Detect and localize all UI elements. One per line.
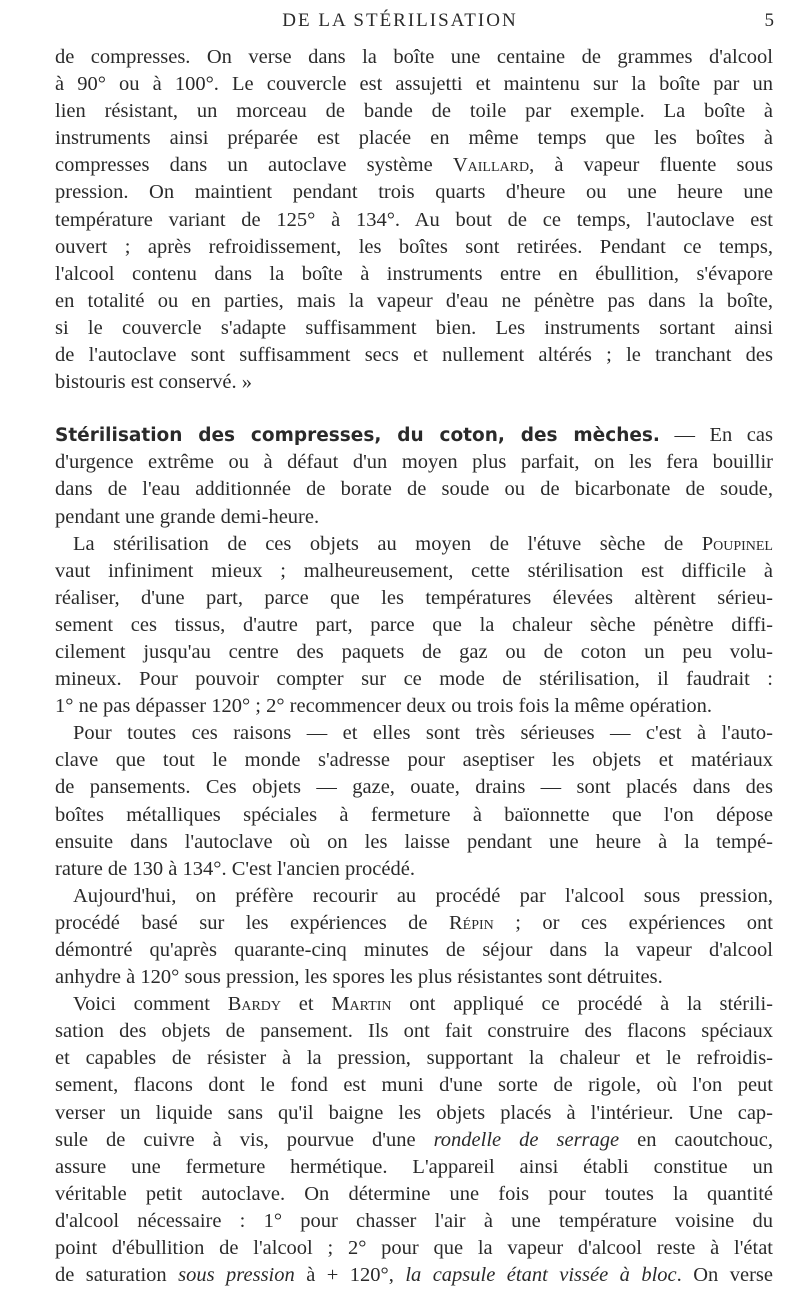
text-line: boîtes métalliques spéciales à fermeture à baïonnette que l'on dépose: [55, 803, 773, 826]
text-line: verser un liquide sans qu'il baigne les objets placés à l'intérieur. Une cap-: [55, 1101, 773, 1124]
text-line: de pansements. Ces objets — gaze, ouate, drains — sont placés dans des: [55, 776, 773, 799]
text-line: sation des objets de pansement. Ils ont fait construire des flacons spéciaux: [55, 1020, 773, 1043]
text-line: sement, flacons dont le fond est muni d'une sorte de rigole, où l'on peut: [55, 1074, 773, 1097]
text-line: démontré qu'après quarante-cinq minutes de séjour dans la vapeur d'alcool: [55, 939, 773, 961]
text-line: sement ces tissus, d'autre part, parce que la chaleur sèche pénètre diffi-: [55, 613, 773, 636]
text-line: rature de 130 à 134°. C'est l'ancien procédé.: [55, 857, 415, 880]
text-line: procédé basé sur les expériences de Répin ; or ces expériences ont: [55, 911, 773, 934]
text-line: pression. On maintient pendant trois quarts d'heure ou une heure une: [55, 181, 773, 204]
italic-term: rondelle de serrage: [433, 1128, 620, 1151]
text-line: lien résistant, un morceau de bande de toile par exemple. La boîte à: [55, 100, 773, 123]
text-line: Pour toutes ces raisons — et elles sont très sérieuses — c'est à l'auto-: [73, 722, 773, 745]
text-line: véritable petit autoclave. On détermine une fois pour toutes la quantité: [55, 1182, 773, 1205]
section-heading-line: Stérilisation des compresses, du coton, des mèches. — En cas: [55, 424, 773, 447]
text-line: d'urgence extrême ou à défaut d'un moyen plus parfait, on les fera bouillir: [55, 451, 773, 474]
author-name: Répin: [449, 911, 494, 934]
body-text: [55, 44, 773, 1289]
text-line: instruments ainsi préparée est placée en même temps que les boîtes à: [55, 127, 773, 150]
text-line: Aujourd'hui, on préfère recourir au procédé par l'alcool sous pression,: [73, 884, 773, 907]
text-line: de saturation sous pression à + 120°, la capsule étant vissée à bloc. On verse: [55, 1264, 773, 1287]
text-line: sule de cuivre à vis, pourvue d'une rondelle de serrage en caoutchouc,: [55, 1128, 773, 1151]
text-line: de l'autoclave sont suffisamment secs et nullement altérés ; le tranchant des: [55, 344, 773, 367]
author-name: Vaillard: [452, 154, 530, 177]
text-line: ensuite dans l'autoclave où on les laisse pendant une heure à la tempé-: [55, 830, 773, 853]
text-line: l'alcool contenu dans la boîte à instruments entre en ébullition, s'évapore: [55, 262, 773, 285]
text-line: réaliser, d'une part, parce que les températures élevées altèrent sérieu-: [55, 586, 773, 609]
text-line: ouvert ; après refroidissement, les boîtes sont retirées. Pendant ce temps,: [55, 235, 773, 258]
running-title: DE LA STÉRILISATION: [282, 10, 518, 31]
text-line: compresses dans un autoclave système Vaillard, à vapeur fluente sous: [55, 154, 773, 177]
text-line: Voici comment Bardy et Martin ont appliqué ce procédé à la stérili-: [73, 993, 773, 1016]
text-line: et capables de résister à la pression, supportant la chaleur et le refroidis-: [55, 1047, 773, 1070]
text-line: de compresses. On verse dans la boîte une centaine de grammes d'alcool: [55, 46, 773, 68]
author-name: Martin: [331, 993, 392, 1016]
author-name: Poupinel: [701, 532, 773, 555]
page-number: 5: [764, 10, 774, 31]
text-line: si le couvercle s'adapte suffisamment bien. Les instruments sortant ainsi: [55, 316, 773, 339]
text-line: d'alcool nécessaire : 1° pour chasser l'air à une température voisine du: [55, 1209, 773, 1232]
text-line: en totalité ou en parties, mais la vapeur d'eau ne pénètre pas dans la boîte,: [55, 289, 773, 312]
text-line: mineux. Pour pouvoir compter sur ce mode de stérilisation, il faudrait :: [55, 668, 773, 691]
text-line: pendant une grande demi-heure.: [55, 505, 320, 528]
text-line: vaut infiniment mieux ; malheureusement, cette stérilisation est difficile à: [55, 559, 773, 582]
section-heading: Stérilisation des compresses, du coton, des mèches.: [55, 425, 660, 447]
author-name: Bardy: [227, 993, 282, 1016]
italic-term: sous pression: [178, 1264, 295, 1287]
text-line: température variant de 125° à 134°. Au bout de ce temps, l'autoclave est: [55, 208, 773, 231]
page-header: [0, 10, 800, 46]
text-line: bistouris est conservé. »: [55, 371, 252, 394]
text-line: point d'ébullition de l'alcool ; 2° pour que la vapeur d'alcool reste à l'état: [55, 1237, 773, 1260]
text-line: clave que tout le monde s'adresse pour aseptiser les objets et matériaux: [55, 749, 773, 772]
text-line: anhydre à 120° sous pression, les spores les plus résistantes sont détruites.: [55, 966, 663, 989]
text-line: à 90° ou à 100°. Le couvercle est assujetti et maintenu sur la boîte par un: [55, 73, 773, 96]
text-line: cilement jusqu'au centre des paquets de gaz ou de coton un peu volu-: [55, 640, 773, 663]
text-line: La stérilisation de ces objets au moyen de l'étuve sèche de Poupinel: [73, 532, 773, 555]
text-line: dans de l'eau additionnée de borate de soude ou de bicarbonate de soude,: [55, 478, 773, 501]
text-line: 1° ne pas dépasser 120° ; 2° recommencer deux ou trois fois la même opération.: [55, 695, 713, 718]
italic-term: la capsule étant vissée à bloc: [405, 1264, 677, 1287]
text-line: assure une fermeture hermétique. L'appareil ainsi établi constitue un: [55, 1155, 773, 1178]
